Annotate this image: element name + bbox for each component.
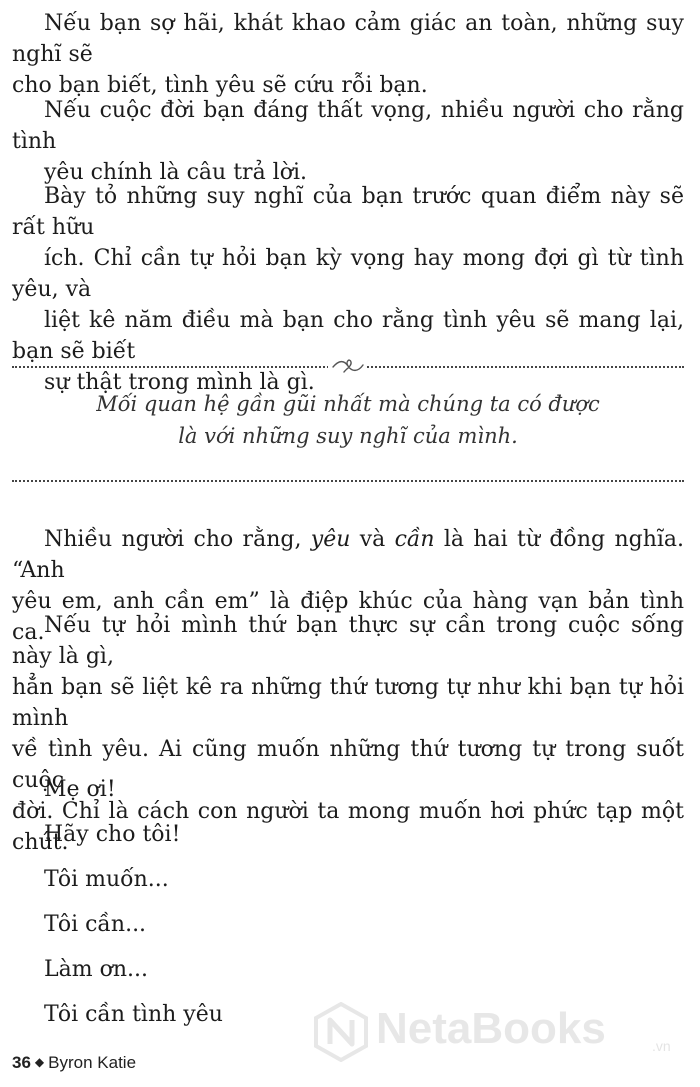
watermark-suffix: .vn (652, 1038, 671, 1054)
text-line: về tình yêu. Ai cũng muốn những thứ tương tự trong suốt cuộc (12, 737, 684, 793)
text-line: cho bạn biết, tình yêu sẽ cứu rỗi bạn. (12, 73, 428, 98)
quote-line: Mối quan hệ gần gũi nhất mà chúng ta có được (96, 392, 600, 416)
page-footer (12, 1053, 136, 1073)
text-line: Bày tỏ những suy nghĩ của bạn trước quan điểm này sẽ rất hữu (12, 184, 684, 240)
watermark-brand: NetaBooks (376, 1004, 606, 1053)
list-item: Tôi cần tình yêu (44, 1002, 223, 1027)
text-line: ích. Chỉ cần tự hỏi bạn kỳ vọng hay mong đợi gì từ tình yêu, và (12, 246, 684, 302)
quote-line: là với những suy nghĩ của mình. (178, 424, 518, 448)
pull-quote (12, 388, 684, 452)
netabooks-logo-icon (314, 1002, 368, 1062)
text-line: yêu em, anh cần em” là điệp khúc của hàng vạn bản tình ca. (12, 589, 684, 645)
paragraph-2 (12, 95, 684, 188)
list-item: Làm ơn... (44, 957, 148, 982)
text-line: hẳn bạn sẽ liệt kê ra những thứ tương tự như khi bạn tự hỏi mình (12, 675, 684, 731)
text-line: Nếu tự hỏi mình thứ bạn thực sự cần trong cuộc sống này là gì, (12, 613, 684, 669)
diamond-separator-icon: ◆ (34, 1055, 45, 1069)
list-item: Tôi muốn... (44, 867, 169, 892)
emphasis-yeu: yêu (310, 527, 351, 552)
dotted-divider-bottom (12, 480, 684, 482)
page-number: 36 (12, 1053, 31, 1072)
netabooks-watermark (314, 998, 694, 1076)
text-line: yêu chính là câu trả lời. (44, 160, 307, 185)
list-item: Tôi cần... (44, 912, 147, 937)
text-line: đời. Chỉ là cách con người ta mong muốn hơi phức tạp một chút. (12, 799, 684, 855)
dotted-divider-top (12, 366, 684, 368)
list-item: Hãy cho tôi! (44, 822, 181, 847)
text-line: sự thật trong mình là gì. (44, 370, 315, 395)
text-line: Nếu cuộc đời bạn đáng thất vọng, nhiều người cho rằng tình (12, 98, 684, 154)
emphasis-can: cần (394, 527, 435, 552)
text-line: Nếu bạn sợ hãi, khát khao cảm giác an toàn, những suy nghĩ sẽ (12, 11, 684, 67)
text-line: Nhiều người cho rằng, yêu và cần là hai từ đồng nghĩa. “Anh (12, 527, 685, 583)
text-line: liệt kê năm điều mà bạn cho rằng tình yêu sẽ mang lại, bạn sẽ biết (12, 308, 684, 364)
paragraph-1 (12, 8, 684, 101)
author-name: Byron Katie (48, 1053, 137, 1072)
short-lines-list (44, 767, 223, 1037)
flourish-ornament-icon (331, 356, 365, 376)
list-item: Mẹ ơi! (44, 777, 116, 802)
